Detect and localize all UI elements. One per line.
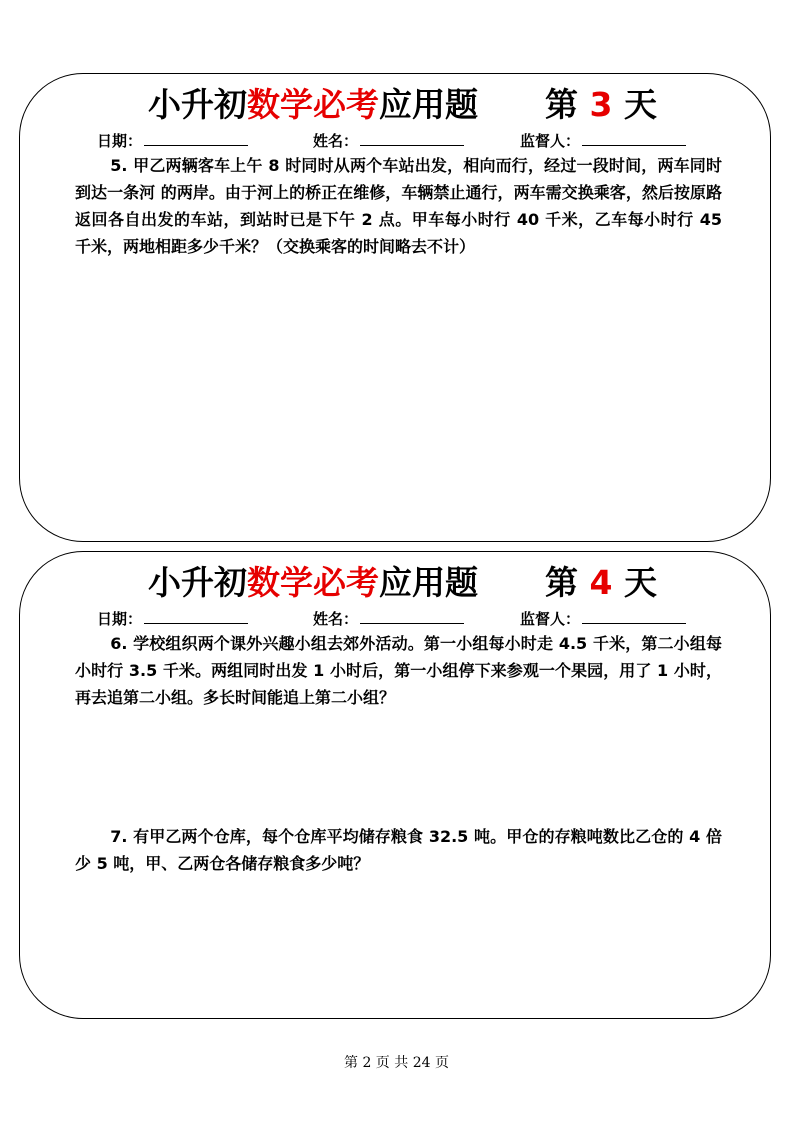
supervisor-blank[interactable] [582,130,686,146]
day-3-card [19,73,771,542]
day-4-card [19,551,771,1019]
date-field[interactable]: 日期： [97,130,248,152]
question-5: 5. 甲乙两辆客车上午 8 时同时从两个车站出发，相向而行，经过一段时间，两车同时到达一条河 的两岸。由于河上的桥正在维修，车辆禁止通行，两车需交换乘客，然后按原路返回各自出发的车站，到站时已是下午 2 点。甲车每小时行 40 千米，乙车每小时行 45 千米，两地相距多少千米？（交换乘客的时间略去不计） [75,156,722,256]
title-main: 小升初数学必考应用题 [148,85,478,124]
question-6: 6. 学校组织两个课外兴趣小组去郊外活动。第一小组每小时走 4.5 千米，第二小组每小时行 3.5 千米。两组同时出发 1 小时后，第一小组停下来参观一个果园，用了 1 小时，再去追第二小组。多长时间能追上第二小组？ [75,634,722,707]
page-footer: 第 2 页 共 24 页 [344,1055,449,1071]
date-blank[interactable] [144,608,248,624]
info-row [20,130,770,152]
name-blank[interactable] [360,130,464,146]
day-4-title [20,560,770,606]
name-field[interactable]: 姓名： [313,608,464,630]
day-label: 第 4 天 [545,563,657,602]
info-row [20,608,770,630]
name-blank[interactable] [360,608,464,624]
day-3-title [20,82,770,128]
day-label: 第 3 天 [545,85,657,124]
name-field[interactable]: 姓名： [313,130,464,152]
date-blank[interactable] [144,130,248,146]
question-7: 7. 有甲乙两个仓库，每个仓库平均储存粮食 32.5 吨。甲仓的存粮吨数比乙仓的 4 倍少 5 吨，甲、乙两仓各储存粮食多少吨？ [75,827,722,873]
supervisor-blank[interactable] [582,608,686,624]
date-field[interactable]: 日期： [97,608,248,630]
supervisor-field[interactable]: 监督人： [520,130,686,152]
title-main: 小升初数学必考应用题 [148,563,478,602]
supervisor-field[interactable]: 监督人： [520,608,686,630]
